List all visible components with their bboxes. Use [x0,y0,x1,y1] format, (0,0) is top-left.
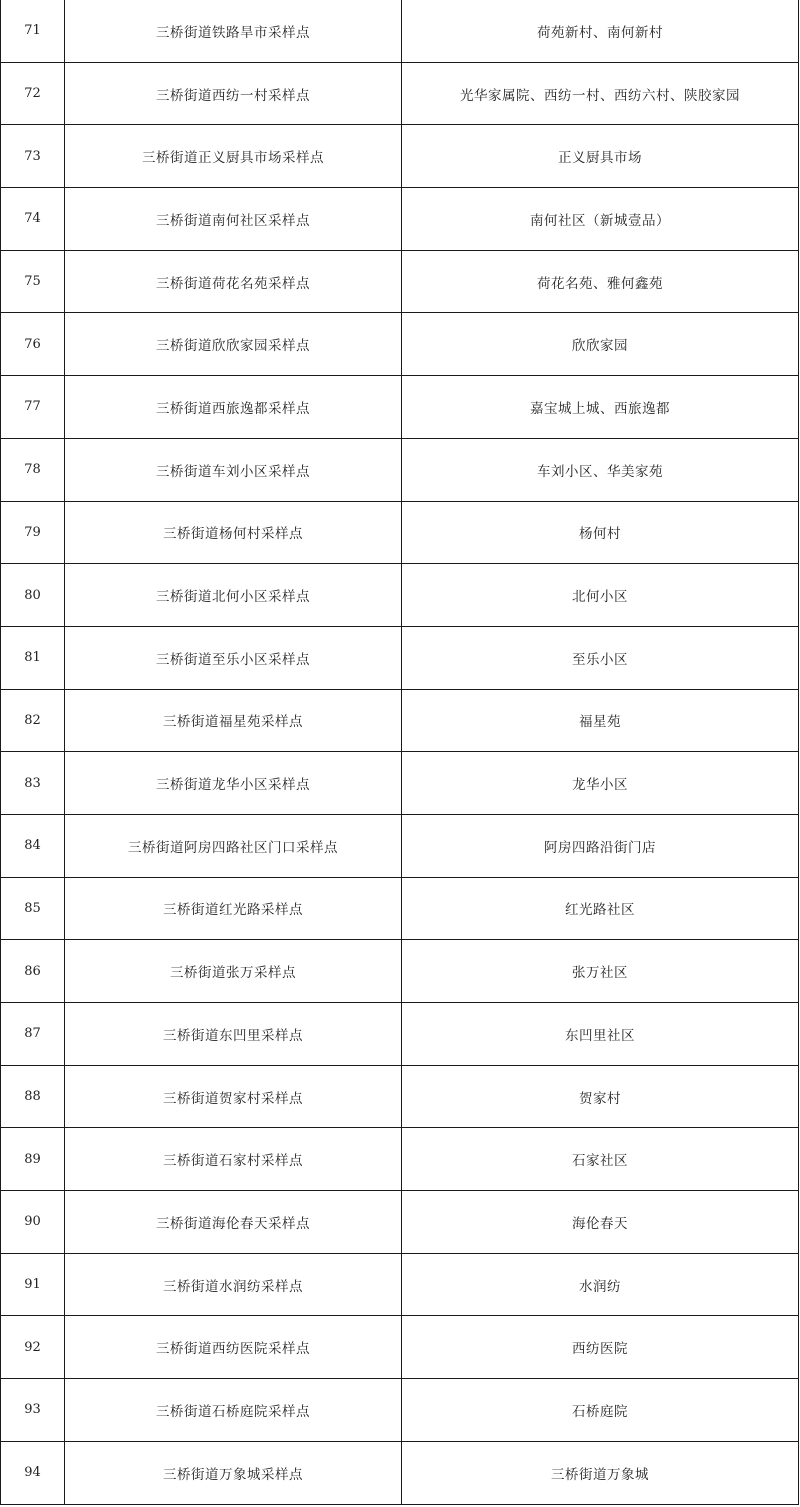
table-row [1,1253,799,1316]
row-number-cell: 75 [1,250,65,313]
sampling-site-cell: 三桥街道东凹里采样点 [65,1003,402,1066]
sampling-site-cell: 三桥街道福星苑采样点 [65,689,402,752]
table-row [1,1379,799,1442]
sampling-site-cell: 三桥街道西纺医院采样点 [65,1316,402,1379]
coverage-area-cell: 车刘小区、华美家苑 [402,438,799,501]
table-row [1,1128,799,1191]
row-number-cell: 92 [1,1316,65,1379]
coverage-area-cell: 三桥街道万象城 [402,1441,799,1504]
coverage-area-cell: 龙华小区 [402,752,799,815]
sampling-site-cell: 三桥街道南何社区采样点 [65,188,402,251]
table-row [1,1316,799,1379]
coverage-area-cell: 红光路社区 [402,877,799,940]
row-number-cell: 72 [1,62,65,125]
row-number-cell: 94 [1,1441,65,1504]
sampling-site-cell: 三桥街道万象城采样点 [65,1441,402,1504]
table-row [1,501,799,564]
coverage-area-cell: 阿房四路沿街门店 [402,814,799,877]
coverage-area-cell: 嘉宝城上城、西旅逸都 [402,376,799,439]
coverage-area-cell: 荷花名苑、雅何鑫苑 [402,250,799,313]
row-number-cell: 93 [1,1379,65,1442]
coverage-area-cell: 福星苑 [402,689,799,752]
coverage-area-cell: 北何小区 [402,564,799,627]
sampling-site-cell: 三桥街道石家村采样点 [65,1128,402,1191]
row-number-cell: 90 [1,1191,65,1254]
row-number-cell: 86 [1,940,65,1003]
row-number-cell: 73 [1,125,65,188]
row-number-cell: 88 [1,1065,65,1128]
sampling-site-cell: 三桥街道阿房四路社区门口采样点 [65,814,402,877]
row-number-cell: 87 [1,1003,65,1066]
table-row [1,376,799,439]
coverage-area-cell: 正义厨具市场 [402,125,799,188]
table-row [1,250,799,313]
sampling-site-cell: 三桥街道石桥庭院采样点 [65,1379,402,1442]
row-number-cell: 74 [1,188,65,251]
table-row [1,752,799,815]
row-number-cell: 82 [1,689,65,752]
table-row [1,0,799,62]
coverage-area-cell: 东凹里社区 [402,1003,799,1066]
row-number-cell: 83 [1,752,65,815]
table-row [1,564,799,627]
sampling-site-cell: 三桥街道铁路旱市采样点 [65,0,402,62]
coverage-area-cell: 石桥庭院 [402,1379,799,1442]
coverage-area-cell: 荷苑新村、南何新村 [402,0,799,62]
sampling-site-cell: 三桥街道红光路采样点 [65,877,402,940]
coverage-area-cell: 西纺医院 [402,1316,799,1379]
coverage-area-cell: 海伦春天 [402,1191,799,1254]
coverage-area-cell: 光华家属院、西纺一村、西纺六村、陕胶家园 [402,62,799,125]
sampling-site-cell: 三桥街道海伦春天采样点 [65,1191,402,1254]
sampling-site-cell: 三桥街道车刘小区采样点 [65,438,402,501]
sampling-site-cell: 三桥街道水润纺采样点 [65,1253,402,1316]
row-number-cell: 78 [1,438,65,501]
row-number-cell: 76 [1,313,65,376]
sampling-site-cell: 三桥街道西纺一村采样点 [65,62,402,125]
coverage-area-cell: 南何社区（新城壹品） [402,188,799,251]
coverage-area-cell: 至乐小区 [402,626,799,689]
sampling-site-cell: 三桥街道张万采样点 [65,940,402,1003]
row-number-cell: 77 [1,376,65,439]
sampling-site-cell: 三桥街道至乐小区采样点 [65,626,402,689]
table-row [1,62,799,125]
table-row [1,940,799,1003]
coverage-area-cell: 石家社区 [402,1128,799,1191]
coverage-area-cell: 欣欣家园 [402,313,799,376]
sampling-site-cell: 三桥街道西旅逸都采样点 [65,376,402,439]
row-number-cell: 80 [1,564,65,627]
table-row [1,1003,799,1066]
table-row [1,1065,799,1128]
sampling-site-cell: 三桥街道杨何村采样点 [65,501,402,564]
row-number-cell: 84 [1,814,65,877]
table-row [1,1191,799,1254]
table-row [1,814,799,877]
table-row [1,877,799,940]
coverage-area-cell: 水润纺 [402,1253,799,1316]
table-row [1,689,799,752]
sampling-site-cell: 三桥街道贺家村采样点 [65,1065,402,1128]
table-row [1,1441,799,1504]
row-number-cell: 85 [1,877,65,940]
table-row [1,313,799,376]
sampling-site-cell: 三桥街道欣欣家园采样点 [65,313,402,376]
sampling-site-cell: 三桥街道荷花名苑采样点 [65,250,402,313]
row-number-cell: 81 [1,626,65,689]
coverage-area-cell: 贺家村 [402,1065,799,1128]
table-row [1,188,799,251]
table-row [1,438,799,501]
row-number-cell: 71 [1,0,65,62]
sampling-site-cell: 三桥街道北何小区采样点 [65,564,402,627]
table-row [1,125,799,188]
sampling-site-cell: 三桥街道正义厨具市场采样点 [65,125,402,188]
table-body [1,0,799,1504]
coverage-area-cell: 张万社区 [402,940,799,1003]
sampling-site-cell: 三桥街道龙华小区采样点 [65,752,402,815]
coverage-area-cell: 杨何村 [402,501,799,564]
row-number-cell: 79 [1,501,65,564]
row-number-cell: 89 [1,1128,65,1191]
row-number-cell: 91 [1,1253,65,1316]
table-row [1,626,799,689]
